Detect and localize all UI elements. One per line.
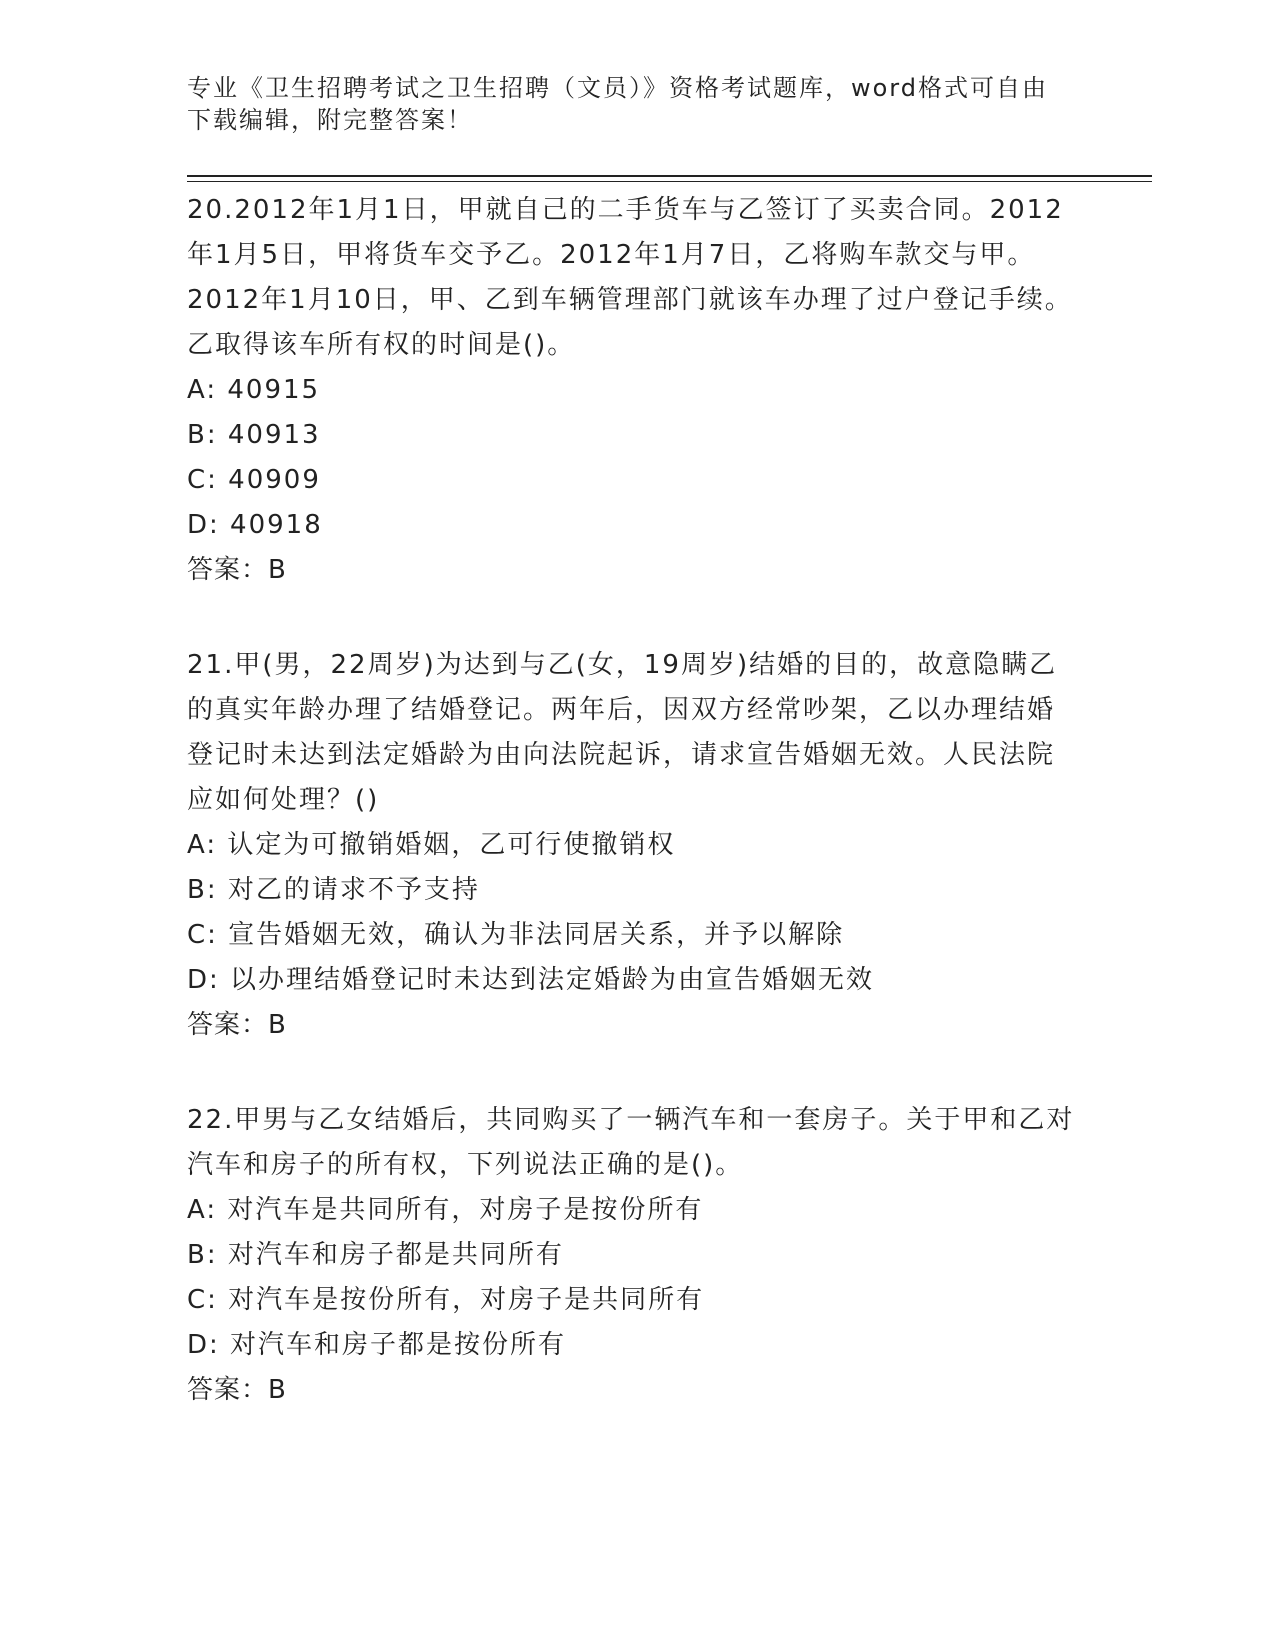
option-d: D: 40918 bbox=[187, 510, 323, 540]
answer-line: 答案：B bbox=[187, 1375, 287, 1405]
option-d: D: 对汽车和房子都是按份所有 bbox=[187, 1330, 567, 1360]
question-stem: 22.甲男与乙女结婚后，共同购买了一辆汽车和一套房子。关于甲和乙对汽车和房子的所有权，下列说法正确的是()。 bbox=[187, 1105, 1075, 1180]
header-divider-thick bbox=[187, 175, 1152, 177]
option-a: A: 40915 bbox=[187, 375, 321, 405]
option-a: A: 认定为可撤销婚姻，乙可行使撤销权 bbox=[187, 830, 676, 860]
option-c: C: 40909 bbox=[187, 465, 321, 495]
option-d: D: 以办理结婚登记时未达到法定婚龄为由宣告婚姻无效 bbox=[187, 965, 875, 995]
question-stem: 21.甲(男，22周岁)为达到与乙(女，19周岁)结婚的目的，故意隐瞒乙的真实年龄办理了结婚登记。两年后，因双方经常吵架，乙以办理结婚登记时未达到法定婚龄为由向法院起诉，请求宣告婚姻无效。人民法院应如何处理？() bbox=[187, 650, 1058, 815]
option-b: B: 对乙的请求不予支持 bbox=[187, 875, 480, 905]
option-c: C: 对汽车是按份所有，对房子是共同所有 bbox=[187, 1285, 705, 1315]
option-a: A: 对汽车是共同所有，对房子是按份所有 bbox=[187, 1195, 704, 1225]
option-b: B: 40913 bbox=[187, 420, 321, 450]
header-divider-thin bbox=[187, 181, 1152, 182]
question-21 bbox=[187, 643, 1077, 1048]
option-c: C: 宣告婚姻无效，确认为非法同居关系，并予以解除 bbox=[187, 920, 845, 950]
question-22 bbox=[187, 1098, 1077, 1413]
question-stem: 20.2012年1月1日，甲就自己的二手货车与乙签订了买卖合同。2012年1月5日，甲将货车交予乙。2012年1月7日，乙将购车款交与甲。2012年1月10日，甲、乙到车辆管理部门就该车办理了过户登记手续。乙取得该车所有权的时间是()。 bbox=[187, 195, 1073, 360]
document-header: 专业《卫生招聘考试之卫生招聘（文员）》资格考试题库，word格式可自由下载编辑，附完整答案！ bbox=[187, 74, 1048, 134]
option-b: B: 对汽车和房子都是共同所有 bbox=[187, 1240, 564, 1270]
answer-line: 答案：B bbox=[187, 1010, 287, 1040]
question-20 bbox=[187, 188, 1077, 593]
answer-line: 答案：B bbox=[187, 555, 287, 585]
